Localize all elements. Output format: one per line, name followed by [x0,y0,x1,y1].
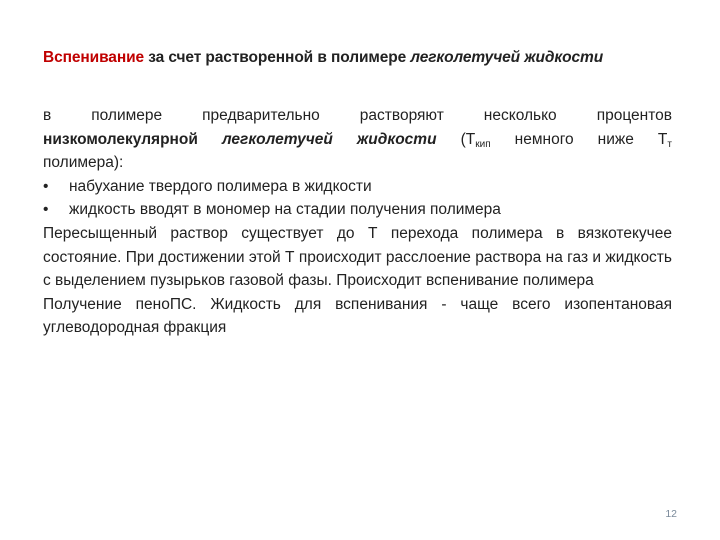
bullet-dot: • [43,177,49,195]
paragraph-1-line-1: в полимере предварительно растворяют несколько процентов [43,107,672,124]
bold-italic-term: легколетучей жидкости [221,130,437,148]
paragraph-1-line-2 [43,128,672,152]
slide-body [43,104,672,340]
bullet-item-2 [43,198,672,222]
paragraph-1-line-3: полимера): [43,154,124,172]
title-italic-text: легколетучей жидкости [410,49,604,66]
title-text: за счет растворенной в полимере [144,49,411,66]
subscript-kip: кип [475,138,491,150]
title-highlight: Вспенивание [43,49,145,66]
bold-term: низкомолекулярной [43,130,198,148]
bullet-text: жидкость вводят в мономер на стадии получения полимера [69,201,501,219]
bullet-dot: • [43,201,49,219]
paragraph-2: Пересыщенный раствор существует до Т перехода полимера в вязкотекучее состояние. При достижении этой Т происходит расслоение раствора на газ и жидкость с выделением пузырьков газовой фазы. Происходит вспенивание полимера [43,224,672,290]
page-number: 12 [665,508,677,520]
bullet-item-1 [43,175,672,199]
bullet-text: набухание твердого полимера в жидкости [69,177,372,195]
paragraph-1-text-a: (Т [436,130,476,148]
paragraph-1-text-b: немного ниже Т [490,130,668,148]
slide-title [43,49,683,67]
subscript-t: т [667,138,672,150]
paragraph-3: Получение пеноПС. Жидкость для вспенивания - чаще всего изопентановая углеводородная фракция [43,295,672,337]
